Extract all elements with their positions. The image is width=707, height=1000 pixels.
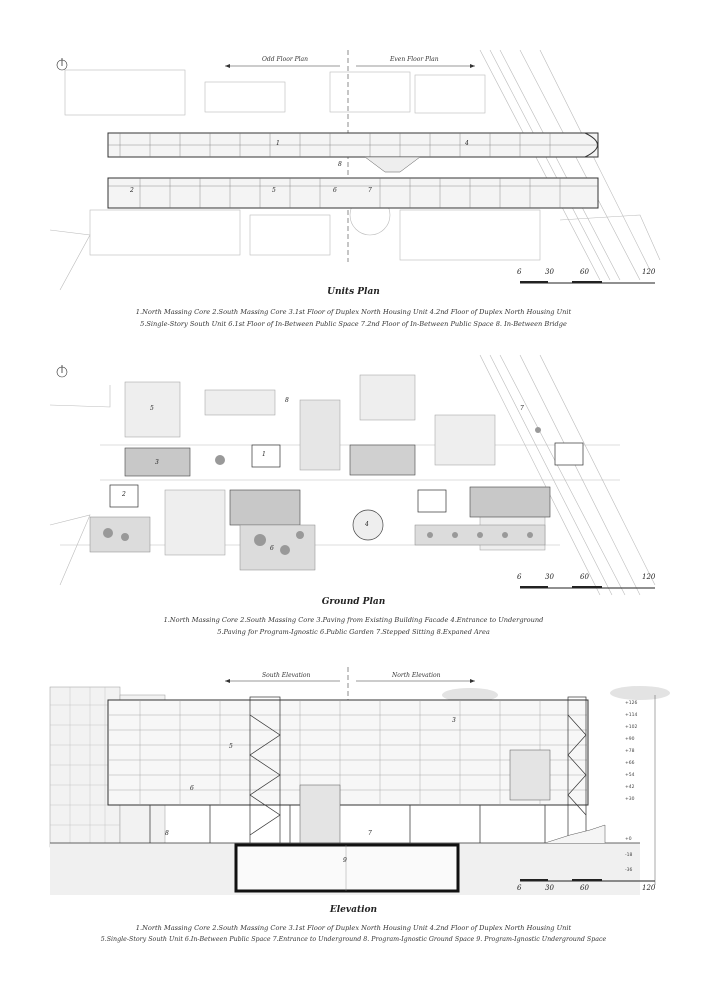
label-5: 5: [272, 187, 276, 194]
level-0: +0: [625, 837, 632, 842]
scale-60: 60: [580, 268, 589, 276]
el-scale-6: 6: [517, 884, 522, 892]
south-elevation-label: South Elevation: [262, 672, 311, 679]
level-102: +102: [625, 725, 638, 730]
level-minus-18: -18: [625, 853, 633, 858]
ground-plan-title: Ground Plan: [321, 597, 386, 607]
units-plan-legend-2: 5.Single-Story South Unit 6.1st Floor of In-Between Public Space 7.2nd Floor of In-Between Public Space 8. In-Between Bridge: [140, 320, 567, 328]
gp-scale-120: 120: [642, 573, 656, 581]
odd-floor-label: Odd Floor Plan: [262, 56, 308, 63]
scale-120: 120: [642, 268, 656, 276]
gp-label-8: 8: [285, 397, 289, 404]
north-elevation-label: North Elevation: [392, 672, 441, 679]
label-1: 1: [276, 140, 280, 147]
el-label-3: 3: [452, 717, 456, 724]
ground-plan-legend-1: 1.North Massing Core 2.South Massing Core 3.Paving from Existing Building Facade 4.Entrance to Underground: [163, 616, 544, 624]
ground-plan-drawing: [0, 345, 707, 605]
elevation-legend-1: 1.North Massing Core 2.South Massing Core 3.1st Floor of Duplex North Housing Unit 4.2nd Floor of Duplex North Housing Unit: [135, 924, 572, 932]
elevation-legend-2: 5.Single-Story South Unit 6.In-Between Public Space 7.Entrance to Underground 8. Program-Ignostic Ground Space 9. Program-Ignostic Underground Space: [100, 936, 607, 943]
level-114: +114: [625, 713, 638, 718]
elevation-panel: [0, 665, 707, 1000]
gp-label-1: 1: [262, 451, 266, 458]
label-2: 2: [130, 187, 134, 194]
ground-plan-legend-2: 5.Paving for Program-Ignostic 6.Public Garden 7.Stepped Sitting 8.Expaned Area: [217, 628, 490, 636]
level-66: +66: [625, 761, 635, 766]
units-plan-panel: [0, 0, 707, 335]
units-plan-drawing: [0, 0, 707, 300]
el-label-7: 7: [368, 830, 372, 837]
el-label-8: 8: [165, 830, 169, 837]
units-plan-legend-1: 1.North Massing Core 2.South Massing Core 3.1st Floor of Duplex North Housing Unit 4.2nd Floor of Duplex North Housing Unit: [135, 308, 572, 316]
gp-scale-60: 60: [580, 573, 589, 581]
gp-label-7: 7: [520, 405, 524, 412]
gp-scale-30: 30: [545, 573, 554, 581]
gp-label-4: 4: [365, 521, 369, 528]
gp-label-5: 5: [150, 405, 154, 412]
gp-label-2: 2: [122, 491, 126, 498]
el-scale-30: 30: [545, 884, 554, 892]
label-4: 4: [465, 140, 469, 147]
gp-label-3: 3: [155, 459, 159, 466]
ground-plan-panel: [0, 345, 707, 645]
el-label-9: 9: [343, 857, 347, 864]
gp-label-6: 6: [270, 545, 274, 552]
el-label-5: 5: [229, 743, 233, 750]
scale-6: 6: [517, 268, 522, 276]
label-8: 8: [338, 161, 342, 168]
elevation-title: Elevation: [329, 905, 378, 915]
label-6: 6: [333, 187, 337, 194]
level-54: +54: [625, 773, 635, 778]
el-scale-60: 60: [580, 884, 589, 892]
level-90: +90: [625, 737, 635, 742]
level-126: +126: [625, 701, 638, 706]
label-7: 7: [368, 187, 372, 194]
elevation-drawing: [0, 665, 707, 905]
scale-30: 30: [545, 268, 554, 276]
level-78: +78: [625, 749, 635, 754]
level-minus-36: -36: [625, 868, 633, 873]
even-floor-label: Even Floor Plan: [390, 56, 439, 63]
gp-scale-6: 6: [517, 573, 522, 581]
el-label-6: 6: [190, 785, 194, 792]
units-plan-title: Units Plan: [327, 287, 380, 297]
el-scale-120: 120: [642, 884, 656, 892]
level-30: +30: [625, 797, 635, 802]
level-42: +42: [625, 785, 635, 790]
